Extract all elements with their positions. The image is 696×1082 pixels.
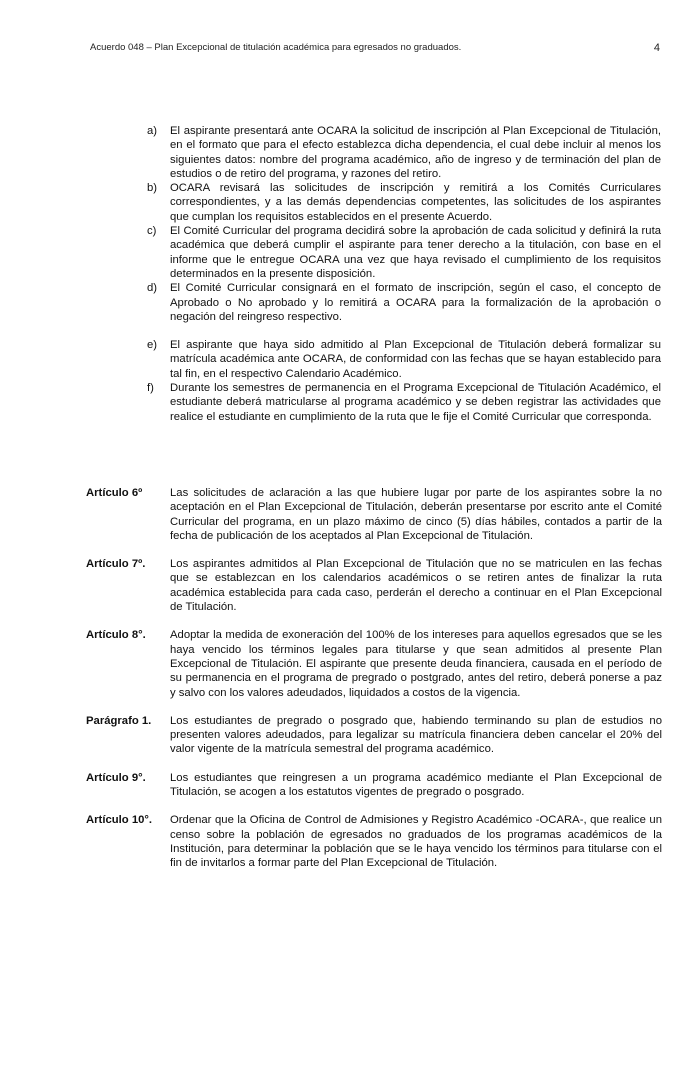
procedure-list [147,124,661,424]
article-text: Los estudiantes que reingresen a un programa académico mediante el Plan Excepcional de Titulación, se acogen a los estatutos vigentes de pregrado o posgrado. [170,771,662,799]
list-item [147,181,661,224]
article-block [86,628,662,699]
paragraph-block [86,714,662,757]
article-block [86,813,662,870]
article-text: Las solicitudes de aclaración a las que hubiere lugar por parte de los aspirantes sobre la no aceptación en el Plan Excepcional de Titulación, deberán presentarse por escrito ante el Comité Curricular del programa, en un plazo máximo de cinco (5) días hábiles, contados a partir de la fecha de publicación de los aceptados al Plan Excepcional de Titulación. [170,487,662,542]
list-item [147,224,661,281]
paragraph-label: Parágrafo 1. [86,714,152,727]
page-number: 4 [653,42,660,54]
list-marker: b) [147,182,158,195]
article-label: Artículo 6º [86,487,143,499]
list-marker: c) [147,225,157,238]
article-label: Artículo 7º. [86,558,146,571]
list-item-text: El Comité Curricular consignará en el formato de inscripción, según el caso, el concepto de Aprobado o No aprobado y lo remitirá a OCARA para la formalización de la aprobación o negación del reingreso respectivo. [170,282,661,323]
article-label: Artículo 9°. [86,771,146,784]
header-title: Acuerdo 048 – Plan Excepcional de titulación académica para egresados no graduados. [90,42,462,53]
list-item-text: Durante los semestres de permanencia en el Programa Excepcional de Titulación Académico, el estudiante deberá matricularse al programa académico y se deben registrar las actividades que realice el estudiante en cumplimiento de la ruta que le fije el Comité Curricular que corresponda. [170,382,661,423]
article-block [86,486,662,543]
list-item [147,281,661,324]
list-item-text: El aspirante que haya sido admitido al Plan Excepcional de Titulación deberá formalizar su matrícula académica ante OCARA, de conformidad con las fechas que se hayan establecido para tal fin, en el respectivo Calendario Académico. [170,339,661,380]
article-label: Artículo 8°. [86,629,146,642]
article-text: Adoptar la medida de exoneración del 100% de los intereses para aquellos egresados que se les haya vencido los términos legales para titularse y que sean admitidos al presente Plan Excepcional de Titulación. El aspirante que presente deuda financiera, causada en el período de su permanencia en el programa de pregrado o postgrado, antes del retiro, deberá ponerse a paz y salvo con los valores adeudados, liquidados a costos de la vigencia. [170,629,662,699]
list-marker: e) [147,339,158,352]
article-text: Los aspirantes admitidos al Plan Excepcional de Titulación que no se matriculen en las fechas que se establezcan en los calendarios académicos o se retiren antes de finalizar la ruta académica establecida para cada caso, perderán el derecho a continuar en el Plan Excepcional de Titulación. [170,558,662,614]
list-item [147,338,661,381]
list-item-text: OCARA revisará las solicitudes de inscripción y remitirá a los Comités Curriculares correspondientes, y a las demás dependencias competentes, las solicitudes de los aspirantes que cumplan los requisitos establecidos en el presente Acuerdo. [170,182,661,223]
article-block [86,557,662,614]
list-marker: f) [147,382,154,395]
list-marker: a) [147,125,158,137]
article-label: Artículo 10°. [86,814,153,827]
list-item-text: El Comité Curricular del programa decidirá sobre la aprobación de cada solicitud y definirá la ruta académica que deberá cumplir el aspirante para tener derecho a la titulación, con base en el informe que le entregue OCARA una vez que haya revisado el cumplimiento de los requisitos determinados en la presente disposición. [170,225,661,280]
articles-section [86,486,662,885]
paragraph-text: Los estudiantes de pregrado o posgrado que, habiendo terminando su plan de estudios no presenten valores adeudados, para legalizar su matrícula financiera deben cancelar el 20% del valor vigente de la matrícula semestral del programa académico. [170,714,662,756]
page-header [90,42,660,54]
list-item [147,381,661,424]
list-item [147,124,661,181]
list-marker: d) [147,282,158,295]
article-text: Ordenar que la Oficina de Control de Admisiones y Registro Académico -OCARA-, que realice un censo sobre la población de egresados no graduados de los programas académicos de la Institución, para determinar la población que se le haya vencido los términos para titularse con el fin de invitarlos a formar parte del Plan Excepcional de Titulación. [170,814,662,870]
list-item-text: El aspirante presentará ante OCARA la solicitud de inscripción al Plan Excepcional de Titulación, en el formato que para el efecto establezca dicha dependencia, el cual debe incluir al menos los siguientes datos: nombre del programa académico, año de ingreso y de terminación del plan de estudios o de retiro del programa, y razones del retiro. [170,125,661,180]
article-block [86,771,662,800]
